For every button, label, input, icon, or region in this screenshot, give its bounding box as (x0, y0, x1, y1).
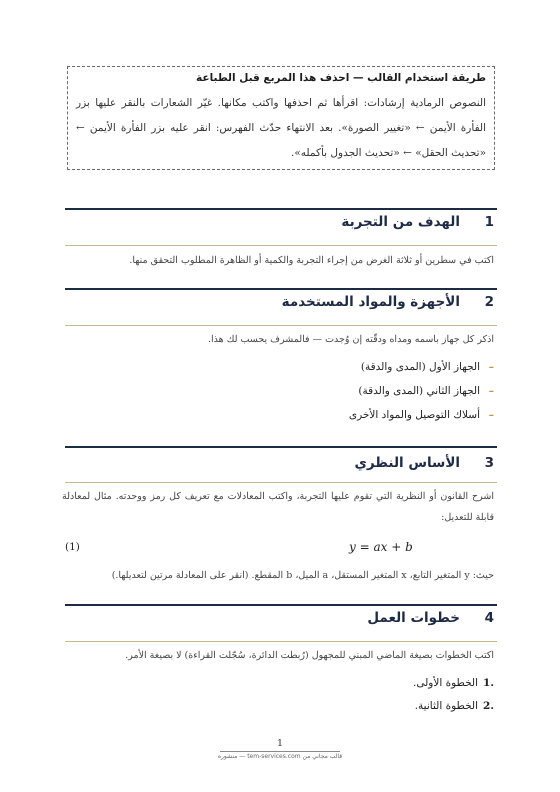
section-number: 1 (484, 214, 494, 230)
list-item-text: الجهاز الثاني (المدى والدقة) (358, 385, 480, 397)
equipment-list-item (64, 383, 494, 399)
equation: y = ax + b (349, 540, 413, 554)
page-number: 1 (276, 738, 284, 749)
footer-credit: قالب مجاني من tem-services.com — منشوره (217, 753, 343, 760)
bullet-dash-icon: – (488, 385, 494, 397)
section-4-instruction: اكتب الخطوات بصيغة الماضي المبني للمجهول (رُبطت الدائرة، سُجّلت القراءة) لا بصيغة الأمر. (125, 650, 494, 661)
step-number: 1. (483, 677, 494, 689)
section-2-heading (64, 290, 494, 314)
section-title: خطوات العمل (367, 610, 460, 626)
step-text: الخطوة الثانية. (414, 700, 479, 712)
step-text: الخطوة الأولى. (412, 677, 479, 689)
section-number: 2 (484, 294, 494, 310)
step-number: 2. (483, 700, 494, 712)
section-title: الأجهزة والمواد المستخدمة (281, 294, 460, 310)
section-number: 3 (484, 455, 494, 471)
section-4-heading (64, 606, 494, 630)
section-3-instruction: اشرح القانون أو النظرية التي تقوم عليها التجربة، واكتب المعادلات مع تعريف كل رمز ووحدته. مثال لمعادلة قابلة للتعديل: (62, 491, 494, 523)
section-3-top-rule (65, 446, 497, 448)
section-2-instruction: اذكر كل جهاز باسمه ومداه ودقّته إن وُجدت — فالمشرف يحسب لك هذا. (207, 334, 494, 345)
procedure-step (64, 698, 494, 714)
list-item-text: الجهاز الأول (المدى والدقة) (360, 361, 480, 373)
section-3-heading (64, 451, 494, 475)
section-2-bottom-rule (65, 325, 497, 326)
section-3-bottom-rule (65, 482, 497, 483)
bullet-dash-icon: – (488, 409, 494, 421)
section-1-bottom-rule (65, 245, 497, 246)
list-item-text: أسلاك التوصيل والمواد الأخرى (348, 409, 480, 421)
equation-number: (1) (65, 541, 80, 553)
bullet-dash-icon: – (488, 361, 494, 373)
instructions-body: النصوص الرمادية إرشادات: اقرأها ثم احذفها واكتب مكانها. غيّر الشعارات بالنقر عليها بزر الفأرة الأيمن ← «تغيير الصورة». بعد الانتهاء حدّث الفهرس: انقر عليه بزر الفأرة الأيمن ← «تحديث الحقل» ← «تحديث الجدول بأكمله». (76, 97, 486, 159)
section-title: الهدف من التجربة (341, 214, 460, 230)
template-instructions-box (67, 66, 495, 170)
section-4-bottom-rule (65, 641, 497, 642)
section-number: 4 (484, 610, 494, 626)
section-1-heading (64, 210, 494, 234)
equation-symbols-definition: حيث: y المتغير التابع، x المتغير المستقل، a الميل، b المقطع. (انقر على المعادلة مرتين لتعديلها.) (111, 570, 494, 581)
instructions-title: طريقة استخدام القالب — احذف هذا المربع قبل الطباعة (196, 72, 486, 84)
procedure-step (64, 675, 494, 691)
footer-divider (220, 751, 340, 752)
section-1-instruction: اكتب في سطرين أو ثلاثة الغرض من إجراء التجربة والكمية أو الظاهرة المطلوب التحقق منها. (129, 255, 494, 266)
equipment-list-item (64, 407, 494, 423)
equation-row (65, 537, 497, 557)
section-title: الأساس النظري (354, 455, 460, 471)
equipment-list-item (64, 359, 494, 375)
